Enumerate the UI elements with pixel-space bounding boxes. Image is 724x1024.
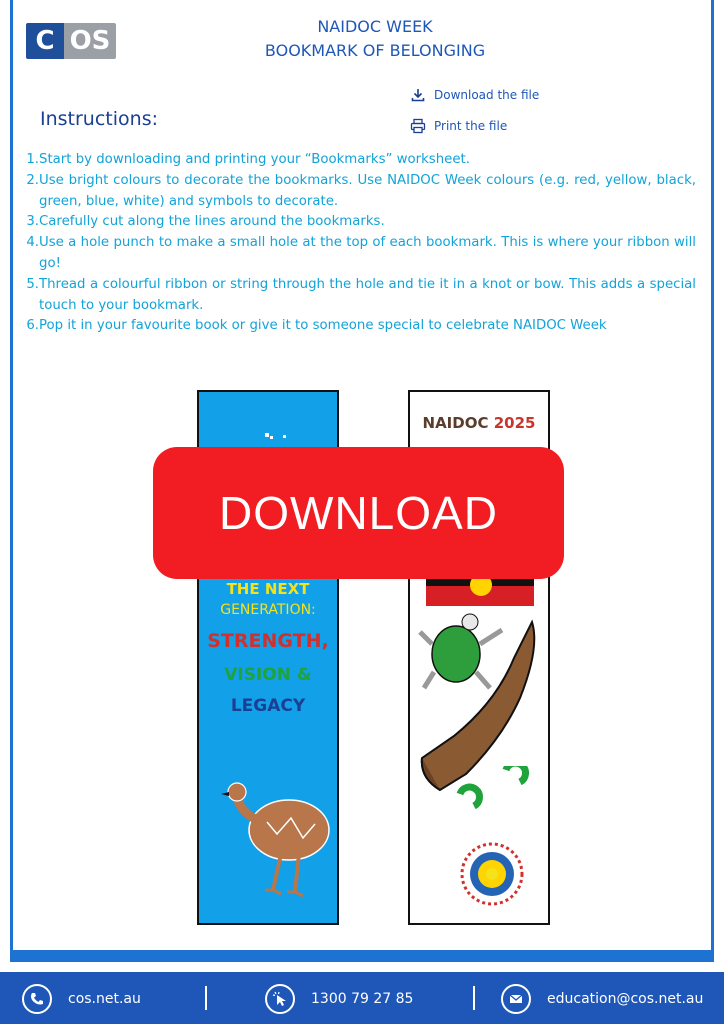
file-links — [410, 86, 539, 148]
page-title-line2: BOOKMARK OF BELONGING — [264, 41, 486, 60]
footer-phone-label: 1300 79 27 85 — [311, 991, 414, 1007]
bookmark-text-line5: LEGACY — [230, 696, 306, 716]
download-icon — [410, 87, 426, 103]
print-file-link[interactable] — [410, 117, 539, 135]
cursor-click-icon-wrapper — [265, 984, 295, 1014]
download-file-link[interactable] — [410, 86, 539, 104]
step-text: Carefully cut along the lines around the bookmarks. — [39, 214, 385, 230]
step-text: Thread a colourful ribbon or string through the hole and tie it in a knot or bow. This adds a special touch to your bookmark. — [39, 276, 696, 313]
list-item — [26, 150, 696, 171]
phone-icon-website — [22, 984, 52, 1014]
step-number: 1. — [26, 152, 39, 167]
list-item — [26, 171, 696, 213]
emu-icon — [199, 782, 339, 902]
cos-logo — [26, 23, 116, 59]
step-number: 3. — [26, 214, 39, 230]
logo-os: OS — [64, 23, 116, 59]
instructions-heading: Instructions: — [40, 108, 158, 130]
bookmark-text-line1: THE NEXT — [226, 580, 310, 598]
page-title-line1: NAIDOC WEEK — [317, 17, 433, 36]
phone-icon — [29, 991, 45, 1007]
naidoc-year-label: 2025 — [493, 414, 536, 432]
dot-circle-icon — [410, 838, 550, 918]
bookmark-naidoc-title — [410, 414, 548, 432]
instructions-list — [26, 150, 696, 337]
step-number: 4. — [26, 235, 39, 251]
print-file-label: Print the file — [434, 119, 508, 133]
logo-c: C — [26, 23, 64, 59]
list-item — [26, 275, 696, 317]
bookmark-text-line2: GENERATION: — [220, 602, 316, 618]
step-number: 2. — [26, 172, 39, 188]
footer-website-label: cos.net.au — [68, 991, 141, 1007]
step-text: Pop it in your favourite book or give it to someone special to celebrate NAIDOC Week — [39, 318, 607, 334]
download-button[interactable]: DOWNLOAD — [153, 447, 564, 579]
footer-website[interactable] — [22, 984, 141, 1014]
printer-icon — [410, 118, 426, 134]
bookmark-text-line4: VISION & — [224, 665, 312, 685]
download-file-label: Download the file — [434, 88, 540, 102]
footer-divider — [473, 986, 475, 1010]
footer-email[interactable] — [501, 984, 703, 1014]
footer-bar — [0, 972, 724, 1024]
naidoc-label: NAIDOC — [422, 414, 489, 432]
cursor-click-icon — [272, 991, 288, 1007]
footer-phone[interactable] — [265, 984, 413, 1014]
mail-icon-wrapper — [501, 984, 531, 1014]
footprints-icon — [410, 766, 550, 846]
mail-icon — [508, 991, 524, 1007]
step-number: 5. — [26, 276, 39, 292]
step-text: Use bright colours to decorate the bookmarks. Use NAIDOC Week colours (e.g. red, yellow, black, green, blue, white) and symbols to decorate. — [39, 172, 696, 209]
step-text: Use a hole punch to make a small hole at the top of each bookmark. This is where your ribbon will go! — [39, 235, 696, 271]
step-text: Start by downloading and printing your “Bookmarks” worksheet. — [39, 152, 470, 167]
footer-divider — [205, 986, 207, 1010]
list-item — [26, 233, 696, 275]
list-item — [26, 212, 696, 233]
bookmark-text-line3: STRENGTH, — [207, 630, 329, 652]
step-number: 6. — [26, 318, 39, 334]
list-item — [26, 316, 696, 337]
footer-email-label: education@cos.net.au — [547, 991, 704, 1007]
